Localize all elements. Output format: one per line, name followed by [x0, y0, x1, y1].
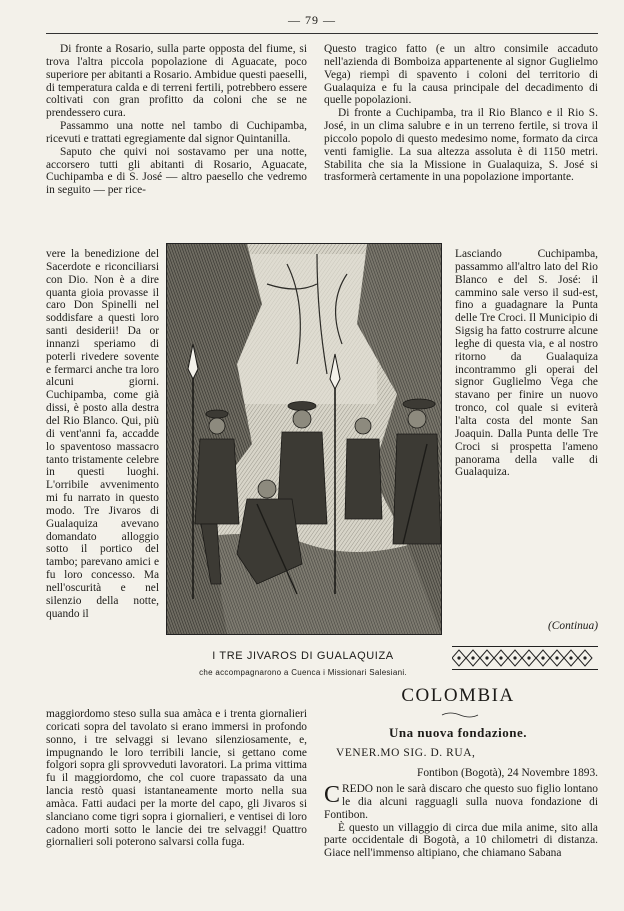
- colombia-body: [324, 783, 598, 860]
- paragraph: Lasciando Cuchipamba, passammo all'altro lato del Rio Blanco e del S. José: il cammino sale verso il sud-est, fino a guadagnare la Punta delle Tre Croci. Il Municipio di Sigsig ha fatto costrurre alcune leghe di questa via, e al nostro ritorno da Gualaquiza incontrammo gli operai del signor Guglielmo Vega che stavano per finire un nuovo tronco, col quale si eviterà l'alta costa del monte San Joaquin. Dalla Punta delle Tre Croci si prospetta l'ameno panorama della valle di Gualaquiza.: [455, 248, 599, 479]
- paragraph: Di fronte a Cuchipamba, tra il Rio Blanco e il Rio S. José, in un clima salubre e in un terreno fertile, si trova il piccolo popolo di questo medesimo nome, formato da circa venti famiglie. La sua altezza assoluta è di 1150 metri. Stabilita che sia la Missione in Gualaquiza, S. José si trasformerà certamente in una popolazione importante.: [324, 107, 598, 184]
- illustration-caption: I TRE JIVAROS DI GUALAQUIZA: [212, 650, 394, 662]
- continua-note: (Continua): [548, 620, 598, 632]
- engraving-illustration: [166, 243, 442, 635]
- page-number: — 79 —: [288, 13, 336, 27]
- header-rule: [46, 33, 598, 34]
- paragraph: vere la benedizione del Sacerdote e riconciliarsi con Dio. Non è a dire quanta gioia provasse il caro Don Spinelli nel soddisfare a questi loro santi desiderii! Da or innanzi speriamo di poterli rivedere sovente e fermarci anche tra loro alcuni giorni. Cuchipamba, come già dissi, è posto alla destra del Rio Blanco. Qui, più di vent'anni fa, accadde lo spaventoso massacro tanto tristamente celebre in questi luoghi. L'orribile avvenimento mi fu narrato in questo modo. Tre Jivaros di Gualaquiza avevano domandato alloggio sotto il portico del tambo; parevano amici e fu loro concesso. Ma nell'oscurità e nel silenzio della notte, quando il: [46, 248, 159, 620]
- paragraph: [324, 783, 598, 822]
- left-column-top: [46, 43, 307, 197]
- paragraph: Di fronte a Rosario, sulla parte opposta del fiume, si trova l'altra piccola popolazione di Aguacate, poco superiore per abitanti a Rosario. Ambidue questi paeselli, di temperatura calda e di terreni fertili, potrebbero essere coltivati con gran profitto da coloni che se ne prendessero cura.: [46, 43, 307, 120]
- right-column-narrow: [455, 248, 598, 479]
- left-column-narrow: [46, 248, 159, 620]
- paragraph-text: REDO non le sarà discaro che questo suo figlio lontano le dia alcuni ragguagli sulla nuova fondazione di Fontibon.: [324, 783, 598, 821]
- ornament-band: [452, 645, 598, 671]
- section-heading: COLOMBIA: [401, 685, 515, 706]
- article-subheading: Una nuova fondazione.: [389, 725, 527, 740]
- paragraph: maggiordomo steso sulla sua amàca e i trenta giornalieri coricati sopra del tavolato si erano immersi in profondo sonno, i tre selvaggi si levano silenziosamente, e, impugnando le loro terribili lancie, si gettano come folgori sopra gli sprovveduti lavoratori. La prima vittima fu il maggiordomo, che col cuore trapassato da una lancia restò quasi istantaneamente morto nella sua amàca. Fatti audaci per la morte del capo, gli Jivaros si slanciano come tigri sopra i giornalieri, e ventisei di loro cadono morti sotto le lancie dei tre selvaggi! Quattro giornalieri soli poterono salvarsi colla fuga.: [46, 708, 307, 849]
- paragraph: Questo tragico fatto (e un altro consimile accaduto nell'azienda di Bomboiza appartenente al signor Guglielmo Vega) riempì di spavento i coloni del territorio di Gualaquiza e fu la causa principale del decadimento di quelle popolazioni.: [324, 43, 598, 107]
- paragraph: Passammo una notte nel tambo di Cuchipamba, ricevuti e trattati egregiamente dal signor Quintanilla.: [46, 120, 307, 145]
- drop-cap: C: [324, 782, 341, 808]
- salutation: VENER.MO SIG. D. RUA,: [336, 747, 476, 759]
- paragraph: È questo un villaggio di circa due mila anime, sito alla parte occidentale di Bogotà, a 10 chilometri di distanza. Giace nell'immenso altipiano, che chiamano Sabana: [324, 821, 598, 860]
- decorative-swirl: [440, 711, 480, 719]
- right-column-top: [324, 43, 598, 184]
- illustration-subcaption: che accompagnarono a Cuenca i Missionari Salesiani.: [199, 668, 407, 677]
- paragraph: Saputo che quivi noi sostavamo per una notte, accorsero tutti gli abitanti di Rosario, Aguacate, Cuchipamba e di S. José — altro paesello che vedremo in seguito — per rice-: [46, 145, 307, 197]
- dateline: Fontibon (Bogotà), 24 Novembre 1893.: [417, 767, 598, 779]
- left-column-bottom: [46, 708, 307, 849]
